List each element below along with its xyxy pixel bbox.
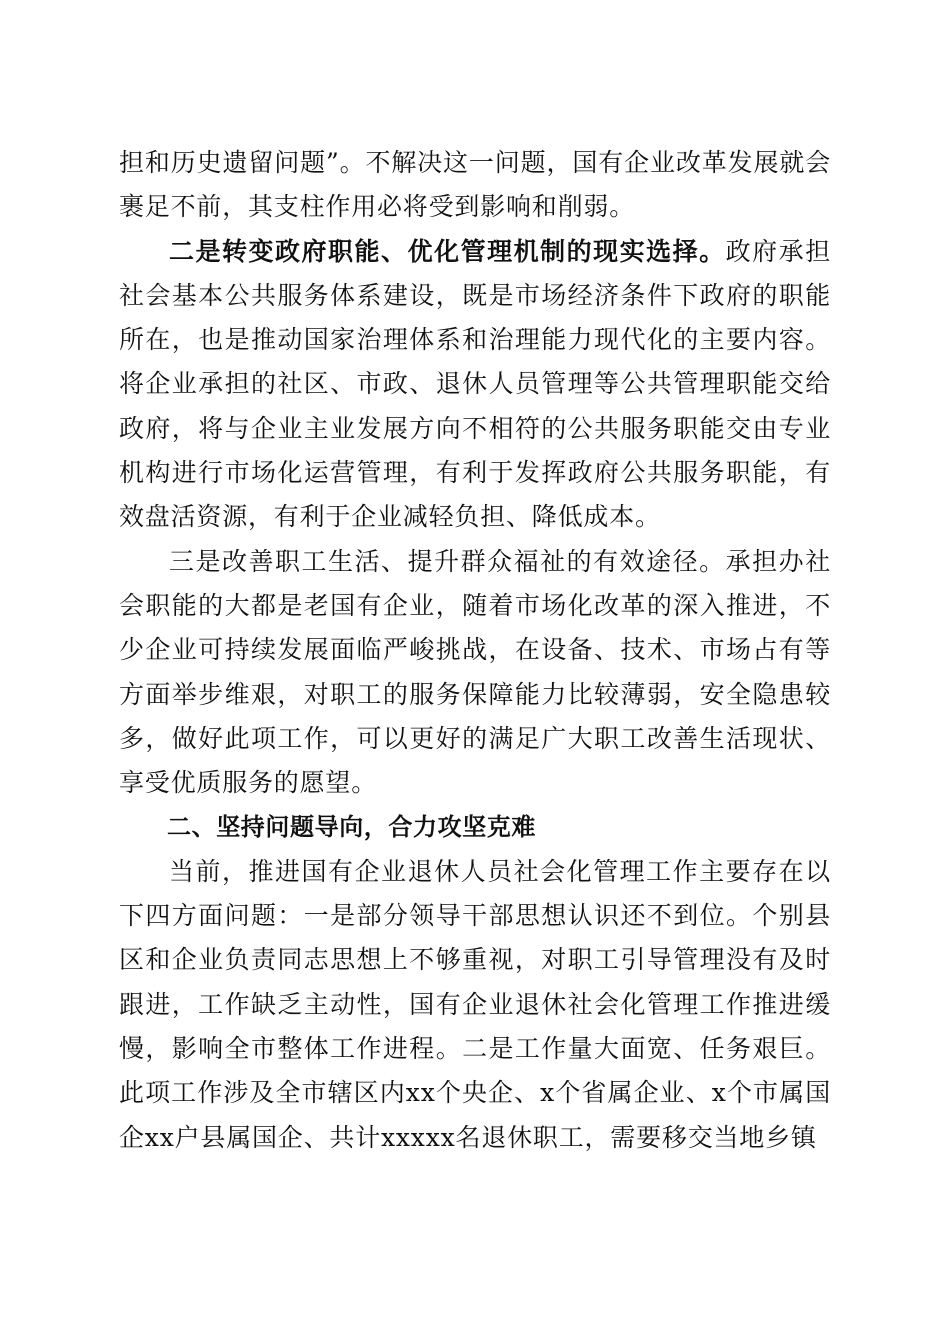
paragraph-point-three [119,540,831,806]
paragraph-lead: 三是改善职工生活、提升群众福祉的有效途径。 [169,546,726,576]
paragraph-text: 承担办社会职能的大都是老国有企业，随着市场化改革的深入推进，不少企业可持续发展面临严峻挑战，在设备、技术、市场占有等方面举步维艰，对职工的服务保障能力比较薄弱，安全隐患较多，做好此项工作，可以更好的满足广大职工改善生活现状、享受优质服务的愿望。 [119,546,831,798]
section-heading: 二、坚持问题导向，合力攻坚克难 [167,813,536,842]
paragraph-lead: 二是转变政府职能、优化管理机制的现实选择。 [169,236,726,266]
paragraph-point-two [119,230,831,540]
paragraph-continuation [119,141,831,230]
paragraph-text: 政府承担社会基本公共服务体系建设，既是市场经济条件下政府的职能所在，也是推动国家治理体系和治理能力现代化的主要内容。将企业承担的社区、市政、退休人员管理等公共管理职能交给政府，将与企业主业发展方向不相符的公共服务职能交由专业机构进行市场化运营管理，有利于发挥政府公共服务职能，有效盘活资源，有利于企业减轻负担、降低成本。 [119,236,831,532]
paragraph-body [119,850,831,1160]
paragraph-text: 当前，推进国有企业退休人员社会化管理工作主要存在以下四方面问题：一是部分领导干部思想认识还不到位。个别县区和企业负责同志思想上不够重视，对职工引导管理没有及时跟进，工作缺乏主动性，国有企业退休社会化管理工作推进缓慢，影响全市整体工作进程。二是工作量大面宽、任务艰巨。此项工作涉及全市辖区内xx个央企、x个省属企业、x个市属国企xx户县属国企、共计xxxxx名退休职工，需要移交当地乡镇 [119,856,831,1152]
paragraph-text: 担和历史遗留问题”。不解决这一问题，国有企业改革发展就会裹足不前，其支柱作用必将受到影响和削弱。 [119,148,831,222]
document-body [119,141,831,1160]
